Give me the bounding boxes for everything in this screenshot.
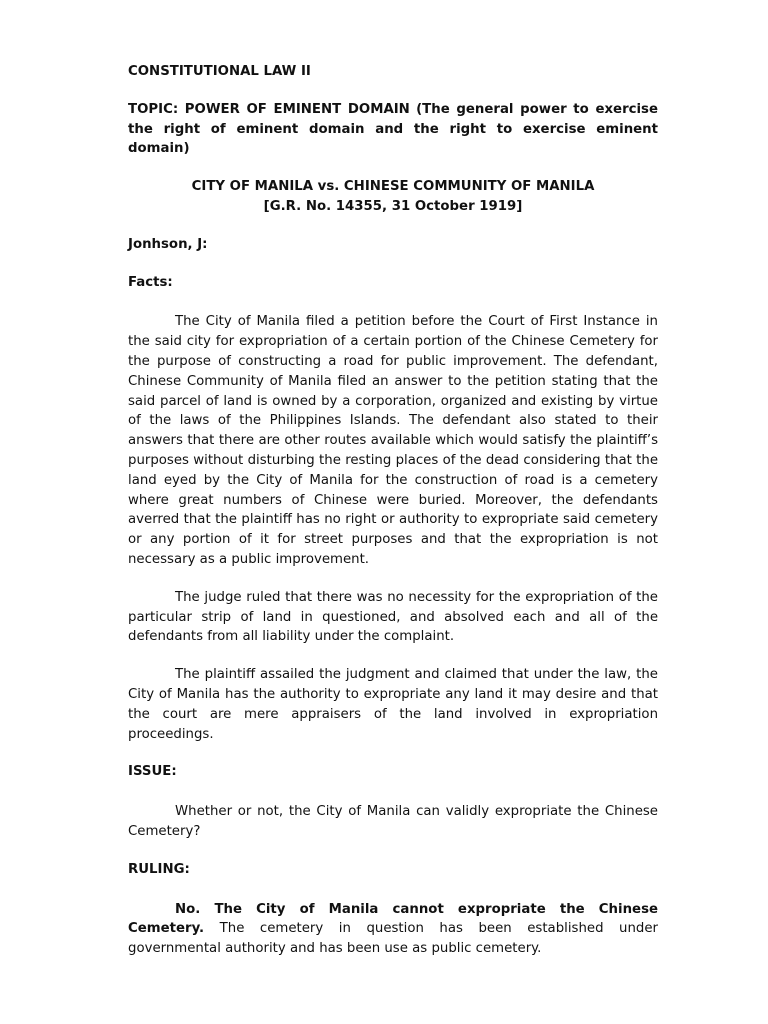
facts-paragraph-3: The plaintiff assailed the judgment and claimed that under the law, the City of Manila has the authority to expropriate any land it may desire and that the court are mere appraisers of the land involved in expropriation proceedings. bbox=[128, 667, 658, 742]
case-citation: [G.R. No. 14355, 31 October 1919] bbox=[263, 198, 523, 214]
facts-paragraph-2: The judge ruled that there was no necessity for the expropriation of the particular strip of land in questioned, and absolved each and all of the defendants from all liability under the complaint. bbox=[128, 589, 658, 645]
facts-heading: Facts: bbox=[128, 274, 173, 290]
course-title: CONSTITUTIONAL LAW II bbox=[128, 64, 311, 79]
facts-paragraph-1: The City of Manila filed a petition before the Court of First Instance in the said city for expropriation of a certain portion of the Chinese Cemetery for the purpose of constructing a road for public improvement. The defendant, Chinese Community of Manila filed an answer to the petition stating that the said parcel of land is owned by a corporation, organized and existing by virtue of the laws of the Philippines Islands. The defendant also stated to their answers that there are other routes available which would satisfy the plaintiff’s purposes without disturbing the resting places of the dead considering that the land eyed by the City of Manila for the construction of road is a cemetery where great numbers of Chinese were buried. Moreover, the defendants averred that the plaintiff has no right or authority to expropriate said cemetery or any portion of it for street purposes and that the expropriation is not necessary as a public improvement. bbox=[128, 314, 658, 567]
ruling-text: The cemetery in question has been established under governmental authority and has been use as public cemetery. bbox=[128, 921, 658, 957]
topic-label: TOPIC: POWER OF EMINENT DOMAIN bbox=[128, 101, 410, 117]
ruling-paragraph bbox=[128, 900, 658, 959]
topic-line bbox=[128, 100, 658, 159]
topic-description: (The general power to exercise the right of eminent domain and the right to exercise eminent domain) bbox=[128, 101, 658, 157]
issue-heading: ISSUE: bbox=[128, 764, 177, 780]
document-page bbox=[128, 62, 658, 959]
issue-paragraph: Whether or not, the City of Manila can validly expropriate the Chinese Cemetery? bbox=[128, 804, 658, 839]
ruling-heading: RULING: bbox=[128, 861, 190, 877]
ponente: Jonhson, J: bbox=[128, 236, 208, 252]
ruling-lead: No. The City of Manila cannot expropriate the Chinese Cemetery. bbox=[128, 901, 658, 937]
case-caption bbox=[128, 177, 658, 217]
case-title: CITY OF MANILA vs. CHINESE COMMUNITY OF MANILA bbox=[191, 179, 595, 195]
